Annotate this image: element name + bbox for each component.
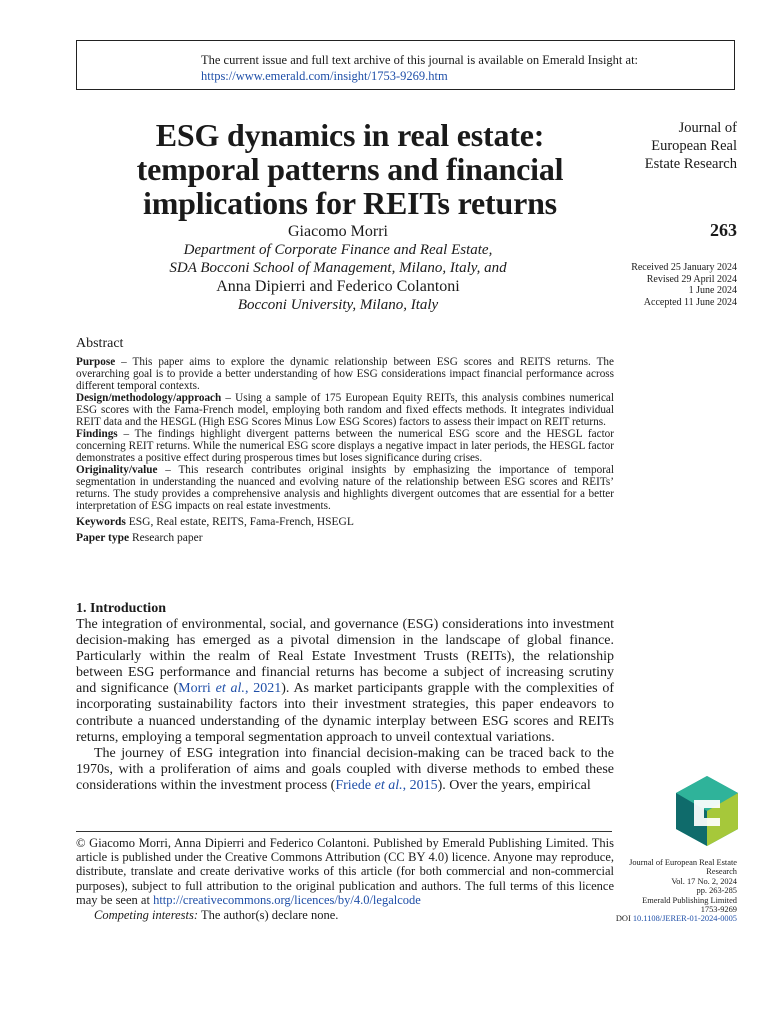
section-label: Findings <box>76 428 118 440</box>
author-name: Giacomo Morri <box>288 223 388 240</box>
section-text: – Using a sample of 175 European Equity REITs, this analysis combines numerical ESG scores with the Fama-French model, employing both random and fixed effects methods. It integrates individual REIT data and the HESGL (High ESG Scores Minus Low ESG Scores) factors to assess their impact on REIT returns. <box>76 392 614 428</box>
license-note <box>76 836 614 922</box>
citation-line: Journal of European Real Estate <box>629 858 737 867</box>
author-block <box>76 222 600 314</box>
abstract-heading: Abstract <box>76 336 124 351</box>
paragraph <box>76 746 614 794</box>
affiliation: Department of Corporate Finance and Real Estate, <box>183 242 493 258</box>
cite-author: Friede <box>335 777 375 793</box>
abstract <box>76 336 614 544</box>
title-line: ESG dynamics in real estate: <box>155 117 545 153</box>
journal-name-line: European Real <box>651 138 737 154</box>
journal-name-line: Estate Research <box>644 156 737 172</box>
received-dates <box>587 262 737 308</box>
doi-label: DOI <box>615 914 631 924</box>
section-text: Research paper <box>129 532 203 544</box>
ci-label: Competing interests: <box>94 908 199 923</box>
doi-link[interactable]: 10.1108/JERER-01-2024-0005 <box>632 914 737 924</box>
journal-name <box>577 119 737 173</box>
footnote-divider <box>76 831 612 832</box>
license-text <box>76 836 614 907</box>
section-label: Design/methodology/approach <box>76 392 222 404</box>
journal-name-line: Journal of <box>678 120 737 136</box>
section-text: – This research contributes original insights by emphasizing the importance of temporal segmentation in understanding the nuanced and evolving nature of the relationship between ESG scores and REITs’ returns. The study provides a comprehensive analysis and highlights divergent outcomes that are essential for a better interpretation of ESG impacts on real estate investments. <box>76 464 614 512</box>
keywords <box>76 516 614 528</box>
cite-etal: et al. <box>215 681 245 697</box>
journal-citation <box>597 858 737 924</box>
paragraph <box>76 617 614 746</box>
crossmark-logo-icon <box>676 776 738 846</box>
citation-line: pp. 263-285 <box>696 886 737 896</box>
section-text: ESG, Real estate, REITS, Fama-French, HSEGL <box>125 516 354 528</box>
license-body: © Giacomo Morri, Anna Dipierri and Federico Colantoni. Published by Emerald Publishing Limited. This article is published under the Creative Commons Attribution (CC BY 4.0) licence. Anyone may reproduce, distribute, translate and create derivative works of this article (for both commercial and non-commercial purposes), subject to full attribution to the original publication and authors. The full terms of this licence may be seen at <box>76 836 614 907</box>
section-label: Purpose <box>76 356 116 368</box>
section-label: Keywords <box>76 516 126 528</box>
abstract-purpose <box>76 356 614 392</box>
cite-etal: et al. <box>374 777 403 793</box>
paragraph-text: The integration of environmental, social, and governance (ESG) considerations into investment decision-making has emerged as a pivotal dimension in the landscape of global finance. Particularly within the realm of Real Estate Investment Trusts (REITs), the relationship between ESG performance and financial returns has become a subject of increasing scrutiny and significance ( <box>76 617 614 697</box>
paragraph-text: ). Over the years, empirical <box>437 777 591 793</box>
article-title <box>76 118 624 220</box>
banner-text: The current issue and full text archive of this journal is available on Emerald Insight at: <box>201 53 639 67</box>
abstract-originality <box>76 464 614 512</box>
date-line: 1 June 2024 <box>688 285 737 296</box>
citation-line: 1753-9269 <box>700 905 737 915</box>
cite-author: Morri <box>178 681 216 697</box>
abstract-findings <box>76 428 614 464</box>
doi-line <box>597 914 737 923</box>
paragraph-text: ). As market participants grapple with the complexities of incorporating sustainability factors into their investment strategies, this paper endeavors to contribute a nuanced understanding of the dynamic interplay between ESG scores and REITs returns, employing a temporal segmentation approach to unveil contextual variations. <box>76 681 615 745</box>
date-line: Received 25 January 2024 <box>631 262 737 273</box>
cite-year: , 2015 <box>402 777 438 793</box>
date-line: Revised 29 April 2024 <box>646 273 737 285</box>
paragraph-text: The journey of ESG integration into financial decision-making can be traced back to the 1970s, with a proliferation of aims and goals coupled with diverse methods to embed these considerations within the investment process ( <box>76 745 614 793</box>
banner-link[interactable]: https://www.emerald.com/insight/1753-9269.htm <box>201 69 448 83</box>
section-label: Originality/value <box>76 464 158 476</box>
paper-type <box>76 532 614 544</box>
citation-link[interactable] <box>178 681 281 696</box>
section-text: – This paper aims to explore the dynamic relationship between ESG scores and REITS returns. The overarching goal is to provide a better understanding of how ESG considerations impact financial performance across different temporal contexts. <box>76 356 614 392</box>
author-name: Anna Dipierri and Federico Colantoni <box>216 278 460 295</box>
competing-interests <box>76 908 614 922</box>
section-heading: 1. Introduction <box>76 601 166 616</box>
citation-line: Emerald Publishing Limited <box>642 895 737 905</box>
affiliation: Bocconi University, Milano, Italy <box>237 297 439 313</box>
date-line: Accepted 11 June 2024 <box>643 296 737 308</box>
citation-line: Vol. 17 No. 2, 2024 <box>671 876 737 886</box>
citation-link[interactable] <box>335 778 437 793</box>
abstract-design <box>76 392 614 428</box>
affiliation: SDA Bocconi School of Management, Milano, Italy, and <box>169 260 507 276</box>
title-line: implications for REITs returns <box>143 185 557 221</box>
section-text: – The findings highlight divergent patterns between the numerical ESG score and the HESGL factor concerning REIT returns. While the numerical ESG score displays a negative impact in later periods, the HESGL factor demonstrates a positive effect during prosperous times but loses significance during crises. <box>76 428 614 464</box>
journal-archive-banner <box>76 40 735 90</box>
section-label: Paper type <box>76 532 130 544</box>
cite-year: , 2021 <box>244 681 282 697</box>
citation-line: Research <box>706 867 737 877</box>
ci-text: The author(s) declare none. <box>198 908 339 923</box>
introduction <box>76 601 614 794</box>
license-link[interactable]: http://creativecommons.org/licences/by/4.0/legalcode <box>153 892 421 907</box>
page-number: 263 <box>710 220 737 240</box>
title-line: temporal patterns and financial <box>136 151 564 187</box>
